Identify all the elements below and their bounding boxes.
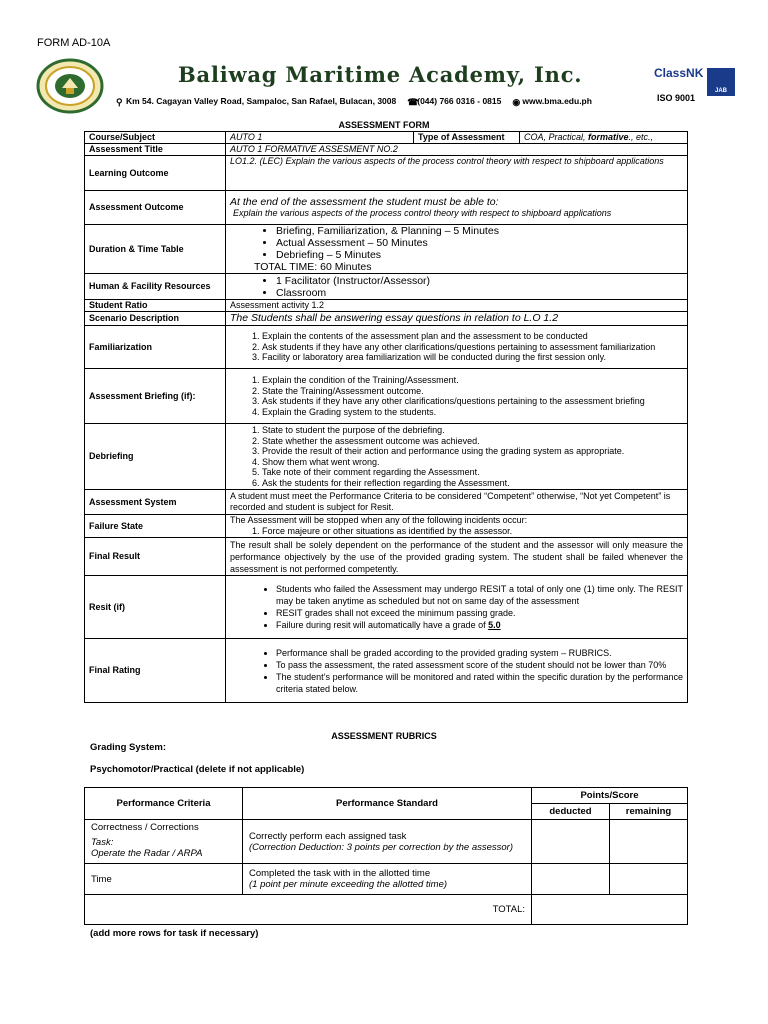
grading-system-label: Grading System:	[90, 742, 167, 753]
final-rating-row	[85, 639, 688, 703]
form-code: FORM AD-10A	[37, 37, 111, 49]
deducted-cell[interactable]	[532, 864, 610, 895]
deducted-header: deducted	[532, 804, 610, 820]
rubrics-header-row	[85, 788, 688, 804]
briefing-value	[226, 369, 688, 424]
standard-cell	[243, 864, 532, 895]
type-label: Type of Assessment	[414, 132, 520, 144]
familiarization-label: Familiarization	[85, 326, 226, 369]
learning-outcome-value: LO1.2. (LEC) Explain the various aspects of the process control theory with respect to shipboard applications	[226, 156, 688, 191]
scenario-label: Scenario Description	[85, 312, 226, 326]
type-value-suffix: ., etc.,	[628, 132, 654, 142]
standard-header: Performance Standard	[243, 788, 532, 820]
duration-item: • Actual Assessment – 50 Minutes	[276, 237, 683, 249]
final-result-label: Final Result	[85, 538, 226, 576]
final-rating-item: • Performance shall be graded according to the provided grading system – RUBRICS.	[276, 647, 683, 659]
learning-outcome-row	[85, 156, 688, 191]
remaining-cell[interactable]	[610, 864, 688, 895]
resit-item	[276, 619, 683, 631]
debriefing-row	[85, 424, 688, 490]
course-row	[85, 132, 688, 144]
system-value: A student must meet the Performance Criteria to be considered “Competent” otherwise, “Not yet Competent” is recorded and student is subject for Resit.	[226, 490, 688, 515]
final-result-value: The result shall be solely dependent on the performance of the student and the assessor will only measure the performance objectively by the use of the provided grading system. The student shall be failed whenever the assessment is not performed competently.	[226, 538, 688, 576]
learning-outcome-label: Learning Outcome	[85, 156, 226, 191]
title-label: Assessment Title	[85, 144, 226, 156]
jab-certification-icon	[707, 68, 735, 96]
institution-name: Baliwag Maritime Academy, Inc.	[178, 62, 583, 87]
failure-line1: The Assessment will be stopped when any of the following incidents occur:	[230, 515, 528, 526]
assessment-outcome-label: Assessment Outcome	[85, 191, 226, 225]
assessment-outcome-row	[85, 191, 688, 225]
address-text: Km 54. Cagayan Valley Road, Sampaloc, San Rafael, Bulacan, 3008	[126, 96, 397, 106]
briefing-label: Assessment Briefing (if):	[85, 369, 226, 424]
course-value: AUTO 1	[226, 132, 414, 144]
deducted-cell[interactable]	[532, 820, 610, 864]
globe-icon: ◉	[512, 97, 521, 107]
familiarization-item: 1. Explain the contents of the assessment plan and the assessment to be conducted	[262, 331, 683, 342]
resit-label: Resit (if)	[85, 576, 226, 639]
briefing-row	[85, 369, 688, 424]
type-value	[520, 132, 688, 144]
standard-text: Completed the task with in the allotted time	[249, 868, 431, 879]
briefing-item: 3. Ask students if they have any other clarifications/questions pertaining to the assessment briefing	[262, 396, 683, 407]
final-result-row	[85, 538, 688, 576]
task-label: Task:	[91, 837, 114, 848]
failure-item: 1. Force majeure or other situations as identified by the assessor.	[262, 526, 683, 537]
duration-item: • Debriefing – 5 Minutes	[276, 249, 683, 261]
resource-item: • Classroom	[276, 287, 683, 299]
failure-row	[85, 515, 688, 538]
resit-item: • Students who failed the Assessment may undergo RESIT a total of only one (1) time only. The RESIT may be taken anytime as scheduled but not on same day of the assessment	[276, 583, 683, 607]
total-value-cell[interactable]	[532, 895, 688, 925]
briefing-item: 4. Explain the Grading system to the students.	[262, 407, 683, 418]
briefing-item: 1. Explain the condition of the Training/Assessment.	[262, 375, 683, 386]
resit-item3-text: Failure during resit will automatically have a grade of	[276, 620, 489, 630]
duration-value	[226, 225, 688, 274]
resit-row	[85, 576, 688, 639]
total-row	[85, 895, 688, 925]
assessment-form-table	[84, 131, 688, 703]
duration-item: • Briefing, Familiarization, & Planning – 5 Minutes	[276, 225, 683, 237]
points-header: Points/Score	[532, 788, 688, 804]
total-time: TOTAL TIME: 60 Minutes	[254, 261, 372, 273]
assessment-outcome-line2: Explain the various aspects of the process control theory with respect to shipboard applications	[233, 208, 612, 218]
remaining-cell[interactable]	[610, 820, 688, 864]
familiarization-item: 2. Ask students if they have any other clarifications/questions pertaining to assessment familiarization	[262, 342, 683, 353]
familiarization-value	[226, 326, 688, 369]
rubric-row	[85, 864, 688, 895]
title-row	[85, 144, 688, 156]
standard-note: (Correction Deduction: 3 points per correction by the assessor)	[249, 841, 514, 853]
course-label: Course/Subject	[85, 132, 226, 144]
total-label: TOTAL:	[85, 895, 532, 925]
familiarization-row	[85, 326, 688, 369]
criteria-text: Correctness / Corrections	[91, 822, 199, 833]
website-text: www.bma.edu.ph	[522, 96, 592, 106]
resit-grade: 5.0	[488, 620, 501, 630]
phone-text: (044) 766 0316 - 0815	[417, 96, 502, 106]
debriefing-label: Debriefing	[85, 424, 226, 490]
standard-note: (1 point per minute exceeding the allotted time)	[249, 879, 448, 890]
resources-label: Human & Facility Resources	[85, 274, 226, 300]
rubrics-footnote: (add more rows for task if necessary)	[90, 928, 259, 939]
duration-label: Duration & Time Table	[85, 225, 226, 274]
resources-value	[226, 274, 688, 300]
familiarization-item: 3. Facility or laboratory area familiarization will be conducted during the first session only.	[262, 352, 683, 363]
phone-icon: ☎	[407, 97, 419, 107]
final-rating-value	[226, 639, 688, 703]
title-value: AUTO 1 FORMATIVE ASSESMENT NO.2	[226, 144, 688, 156]
failure-label: Failure State	[85, 515, 226, 538]
criteria-cell: Time	[85, 864, 243, 895]
rubrics-table	[84, 787, 688, 925]
debriefing-item: 6. Ask the students for their reflection regarding the Assessment.	[262, 478, 683, 489]
duration-row	[85, 225, 688, 274]
failure-value	[226, 515, 688, 538]
final-rating-label: Final Rating	[85, 639, 226, 703]
final-rating-item: • The student’s performance will be monitored and rated within the specific duration by the performance criteria stated below.	[276, 671, 683, 695]
classnk-logo: ClassNK	[654, 66, 704, 80]
debriefing-item: 3. Provide the result of their action and performance using the grading system as appropriate.	[262, 446, 683, 457]
standard-cell	[243, 820, 532, 864]
task-text: Operate the Radar / ARPA	[91, 848, 203, 859]
type-value-bold: formative	[588, 132, 629, 142]
ratio-label: Student Ratio	[85, 300, 226, 312]
resit-value	[226, 576, 688, 639]
jab-label: JAB	[714, 88, 727, 94]
remaining-header: remaining	[610, 804, 688, 820]
standard-text: Correctly perform each assigned task	[249, 830, 407, 842]
debriefing-item: 2. State whether the assessment outcome was achieved.	[262, 436, 683, 447]
type-value-prefix: COA, Practical,	[524, 132, 589, 142]
iso-label: ISO 9001	[657, 93, 696, 103]
contact-line	[116, 96, 592, 107]
rubrics-heading: ASSESSMENT RUBRICS	[331, 731, 437, 741]
academy-seal-icon	[36, 58, 104, 114]
assessment-outcome-line1: At the end of the assessment the student must be able to:	[230, 196, 499, 208]
debriefing-item: 4. Show them what went wrong.	[262, 457, 683, 468]
criteria-header: Performance Criteria	[85, 788, 243, 820]
debriefing-item: 1. State to student the purpose of the debriefing.	[262, 425, 683, 436]
assessment-outcome-value	[226, 191, 688, 225]
system-row	[85, 490, 688, 515]
debriefing-item: 5. Take note of their comment regarding the Assessment.	[262, 467, 683, 478]
scenario-value: The Students shall be answering essay questions in relation to L.O 1.2	[226, 312, 688, 326]
form-title: ASSESSMENT FORM	[338, 120, 430, 130]
psychomotor-section-label: Psychomotor/Practical (delete if not applicable)	[90, 764, 305, 775]
resit-item: • RESIT grades shall not exceed the minimum passing grade.	[276, 607, 683, 619]
criteria-cell	[85, 820, 243, 864]
scenario-row	[85, 312, 688, 326]
debriefing-value	[226, 424, 688, 490]
ratio-value: Assessment activity 1.2	[226, 300, 688, 312]
resource-item: • 1 Facilitator (Instructor/Assessor)	[276, 275, 683, 287]
ratio-row	[85, 300, 688, 312]
final-rating-item: • To pass the assessment, the rated assessment score of the student should not be lower than 70%	[276, 659, 683, 671]
resources-row	[85, 274, 688, 300]
briefing-item: 2. State the Training/Assessment outcome.	[262, 386, 683, 397]
rubric-row	[85, 820, 688, 864]
location-pin-icon: ⚲	[116, 97, 123, 107]
system-label: Assessment System	[85, 490, 226, 515]
